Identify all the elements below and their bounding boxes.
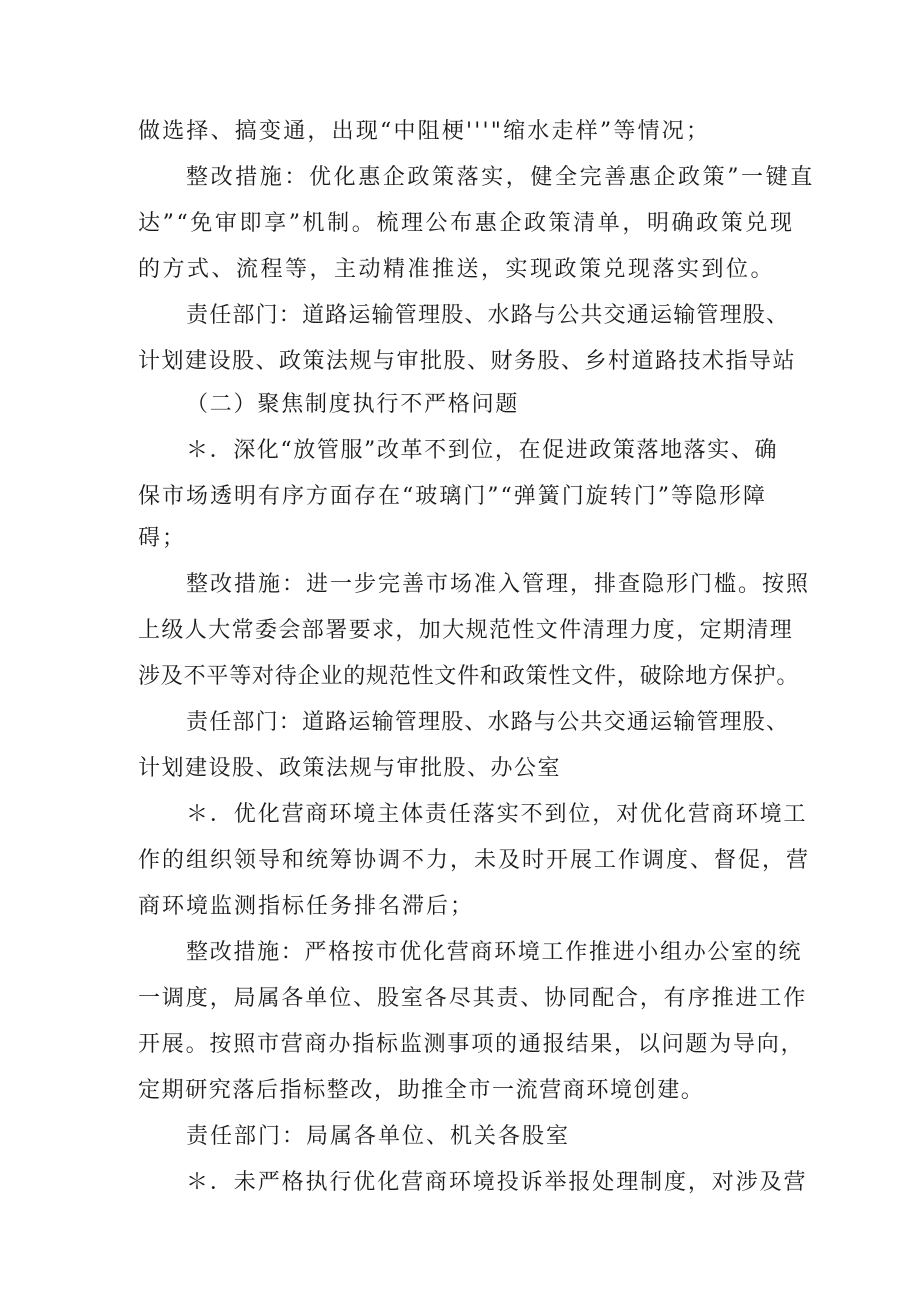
text-line: 计划建设股、政策法规与审批股、财务股、乡村道路技术指导站: [138, 349, 797, 374]
text-line: 作的组织领导和统筹协调不力，未及时开展工作调度、督促，营: [138, 848, 811, 873]
text-line: 整改措施：进一步完善市场准入管理，排查隐形门槛。按照: [186, 572, 811, 597]
text-line: 商环境监测指标任务排名滞后；: [138, 894, 475, 919]
text-line: 的方式、流程等，主动精准推送，实现政策兑现落实到位。: [138, 257, 776, 282]
text-line: 责任部门：道路运输管理股、水路与公共交通运输管理股、: [186, 710, 790, 735]
text-line: 保市场透明有序方面存在“玻璃门”“弹簧门旋转门”等隐形障: [138, 484, 767, 509]
text-line: 定期研究落后指标整改，助推全市一流营商环境创建。: [138, 1078, 705, 1103]
section-heading: （二）聚焦制度执行不严格问题: [186, 392, 520, 417]
text-line: 做选择、搞变通，出现“中阻梗'''"缩水走样”等情况；: [138, 119, 711, 144]
text-line: ＊．深化“放管服”改革不到位，在促进政策落地落实、确: [186, 438, 779, 463]
text-line: ＊．优化营商环境主体责任落实不到位，对优化营商环境工: [186, 802, 808, 827]
text-line: 一调度，局属各单位、股室各尽其责、协同配合，有序推进工作: [138, 986, 808, 1011]
text-line: 涉及不平等对待企业的规范性文件和政策性文件，破除地方保护。: [138, 664, 800, 689]
text-line: 责任部门：局属各单位、机关各股室: [186, 1124, 571, 1149]
text-line: 责任部门：道路运输管理股、水路与公共交通运输管理股、: [186, 303, 790, 328]
text-line: 开展。按照市营商办指标监测事项的通报结果，以问题为导向，: [138, 1032, 805, 1057]
text-line: 计划建设股、政策法规与审批股、办公室: [138, 756, 562, 781]
text-line: 整改措施：优化惠企政策落实，健全完善惠企政策”一键直: [186, 165, 815, 190]
text-line: 整改措施：严格按市优化营商环境工作推进小组办公室的统: [186, 940, 803, 965]
text-line: 达”“免审即享”机制。梳理公布惠企政策清单，明确政策兑现: [138, 211, 795, 236]
text-line: 碍；: [138, 526, 187, 551]
text-line: ＊．未严格执行优化营商环境投诉举报处理制度，对涉及营: [186, 1170, 808, 1195]
text-line: 上级人大常委会部署要求，加大规范性文件清理力度，定期清理: [138, 618, 794, 643]
